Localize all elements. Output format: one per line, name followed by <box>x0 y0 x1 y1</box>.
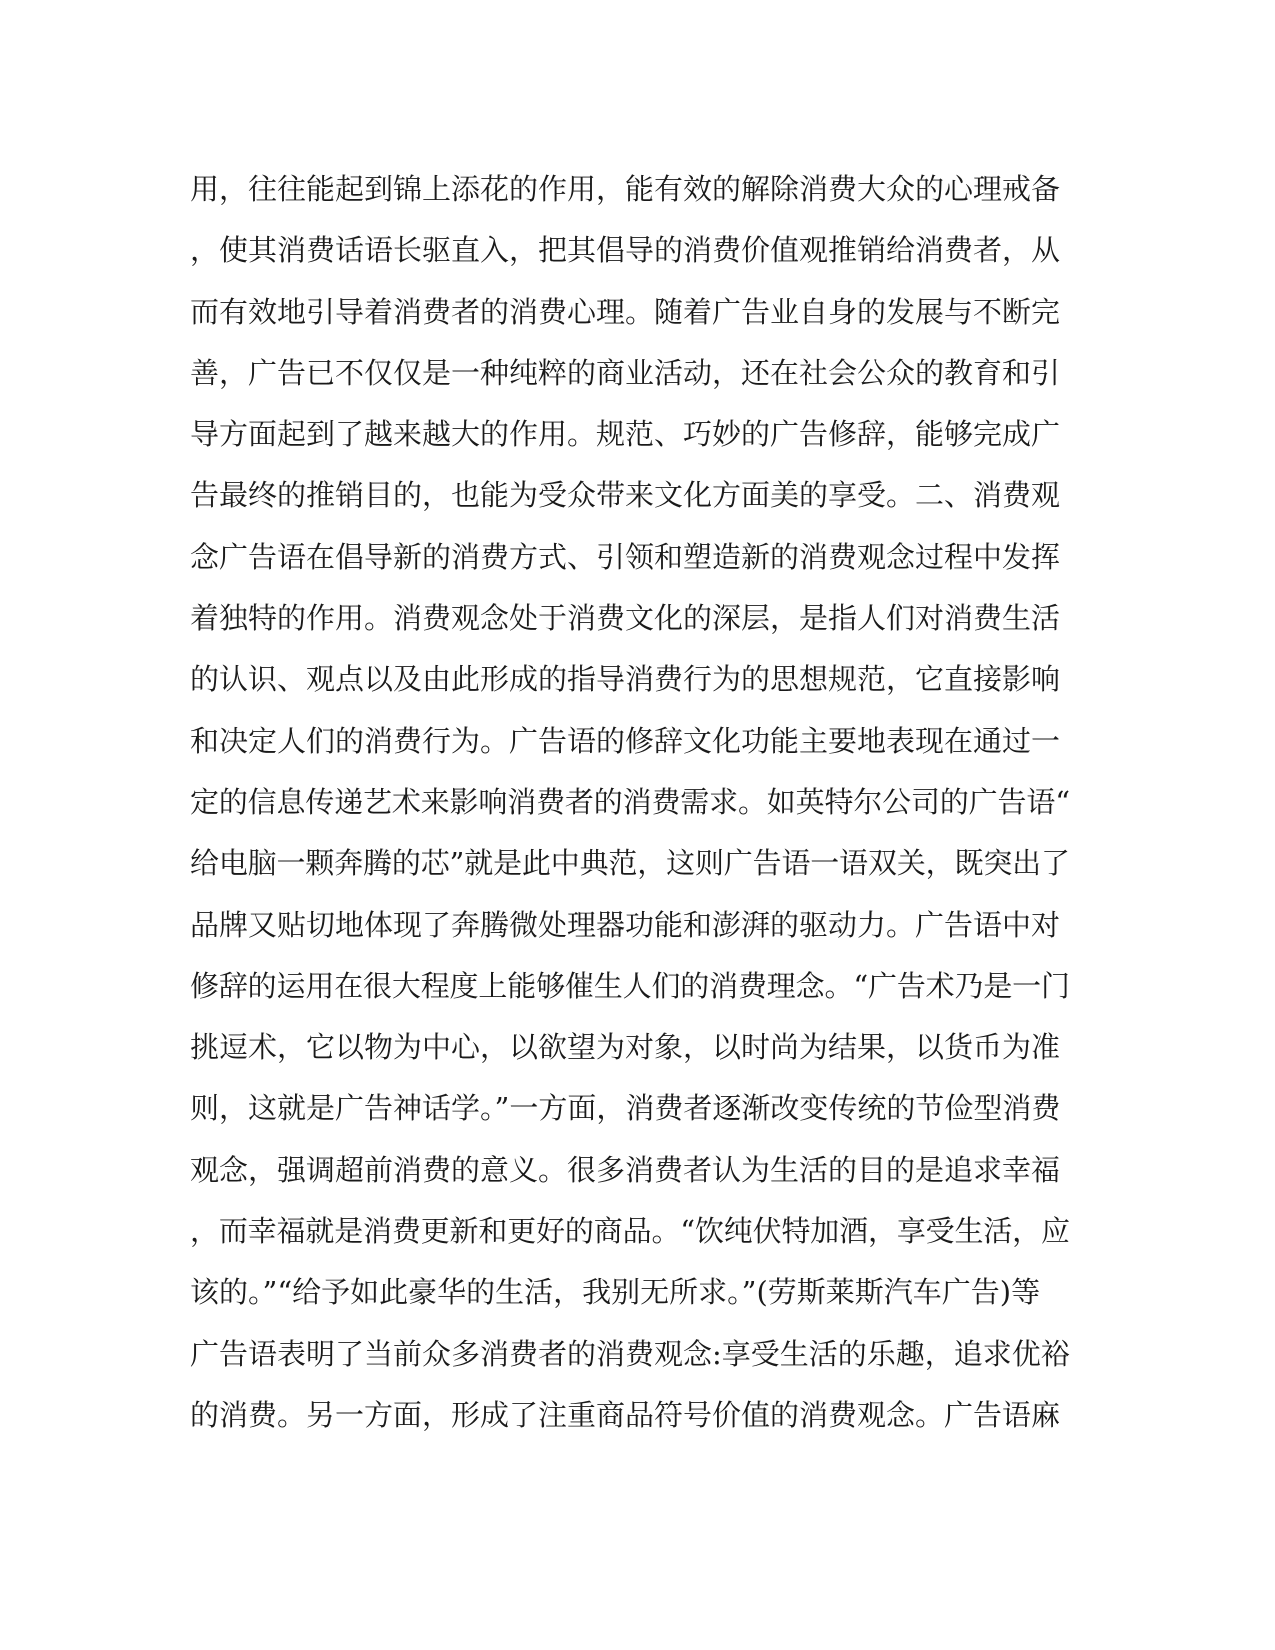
text-line: 观念，强调超前消费的意义。很多消费者认为生活的目的是追求幸福 <box>190 1152 1061 1187</box>
text-line: 定的信息传递艺术来影响消费者的消费需求。如英特尔公司的广告语“ <box>190 784 1070 819</box>
text-line: 的认识、观点以及由此形成的指导消费行为的思想规范，它直接影响 <box>190 662 1061 697</box>
body-text <box>190 159 1070 1446</box>
text-line: 告最终的推销目的，也能为受众带来文化方面美的享受。二、消费观 <box>190 478 1061 513</box>
text-line: 给电脑一颗奔腾的芯”就是此中典范，这则广告语一语双关，既突出了 <box>190 846 1070 881</box>
text-line: 修辞的运用在很大程度上能够催生人们的消费理念。“广告术乃是一门 <box>190 968 1070 1003</box>
text-line: ，使其消费话语长驱直入，把其倡导的消费价值观推销给消费者，从 <box>190 233 1061 268</box>
text-line: 善，广告已不仅仅是一种纯粹的商业活动，还在社会公众的教育和引 <box>190 355 1061 390</box>
text-line: 则，这就是广告神话学。”一方面，消费者逐渐改变传统的节俭型消费 <box>190 1091 1061 1126</box>
text-line: 而有效地引导着消费者的消费心理。随着广告业自身的发展与不断完 <box>190 294 1061 329</box>
text-line: ，而幸福就是消费更新和更好的商品。“饮纯伏特加酒，享受生活，应 <box>190 1214 1070 1249</box>
text-line: 品牌又贴切地体现了奔腾微处理器功能和澎湃的驱动力。广告语中对 <box>190 907 1061 942</box>
text-line: 念广告语在倡导新的消费方式、引领和塑造新的消费观念过程中发挥 <box>190 539 1061 574</box>
text-line: 的消费。另一方面，形成了注重商品符号价值的消费观念。广告语麻 <box>190 1397 1061 1432</box>
text-line: 和决定人们的消费行为。广告语的修辞文化功能主要地表现在通过一 <box>190 723 1061 758</box>
text-line: 导方面起到了越来越大的作用。规范、巧妙的广告修辞，能够完成广 <box>190 417 1061 452</box>
text-line: 广告语表明了当前众多消费者的消费观念:享受生活的乐趣，追求优裕 <box>190 1336 1070 1371</box>
text-line: 该的。”“给予如此豪华的生活，我别无所求。”(劳斯莱斯汽车广告)等 <box>190 1275 1041 1310</box>
text-line: 着独特的作用。消费观念处于消费文化的深层，是指人们对消费生活 <box>190 601 1061 636</box>
text-line: 挑逗术，它以物为中心，以欲望为对象，以时尚为结果，以货币为准 <box>190 1030 1061 1065</box>
text-line: 用，往往能起到锦上添花的作用，能有效的解除消费大众的心理戒备 <box>190 172 1061 206</box>
